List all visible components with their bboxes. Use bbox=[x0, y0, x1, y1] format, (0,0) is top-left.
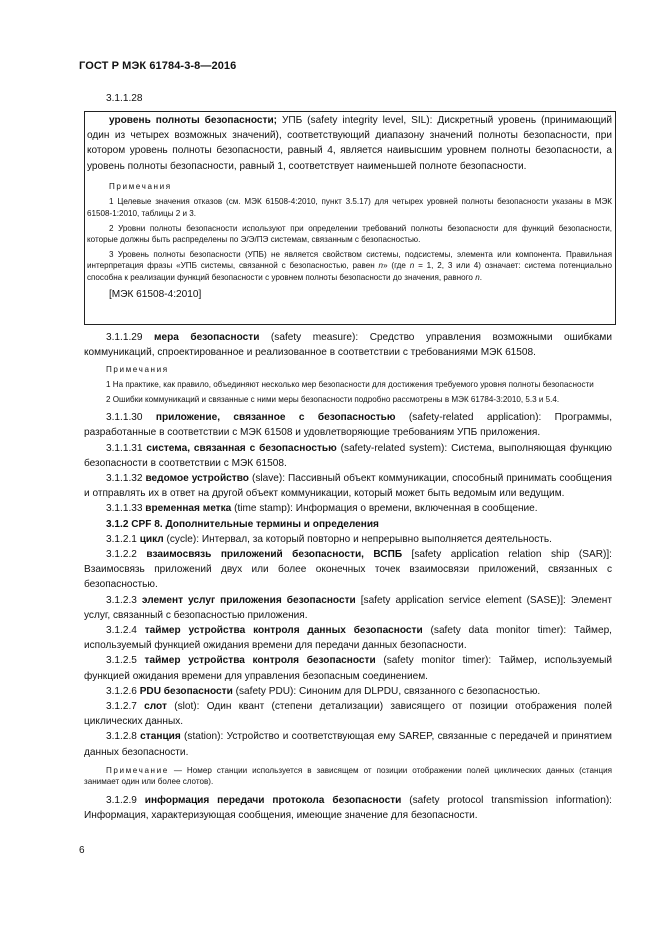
term-title: информация передачи протокола безопасности bbox=[144, 795, 402, 807]
term-3-1-2-3: 3.1.2.3 элемент услуг приложения безопасности [safety application service element (SASE)]: Элемент услуг, связанный с безопасностью приложения. bbox=[84, 594, 612, 621]
term-number: 3.1.1.28 bbox=[106, 93, 143, 104]
term-3-1-2-7: 3.1.2.7 слот (slot): Один квант (степени детализации) зависящего от позиции отображения полей циклических данных. bbox=[84, 701, 612, 728]
term-title: уровень полноты безопасности; bbox=[109, 115, 278, 126]
term-3-1-1-32: 3.1.1.32 ведомое устройство (slave): Пассивный объект коммуникации, способный принимать сообщения и отправлять их в ответ на другой объект коммуникации, который может быть ведомым или ведущим. bbox=[84, 473, 612, 500]
term-title: таймер устройства контроля данных безопасности bbox=[144, 625, 423, 637]
terms-list bbox=[84, 330, 612, 823]
term-title: PDU безопасности bbox=[139, 685, 233, 697]
note-2: 2 Ошибки коммуникаций и связанные с ними меры безопасности подробно рассмотрены в МЭК 61784-3:2010, 5.3 и 5.4. bbox=[106, 394, 560, 404]
section-heading-3-1-2: 3.1.2 CPF 8. Дополнительные термины и определения bbox=[106, 518, 379, 530]
term-title: цикл bbox=[139, 533, 164, 545]
term-title: слот bbox=[144, 701, 167, 713]
term-3-1-1-29: 3.1.1.29 мера безопасности (safety measure): Средство управления возможными ошибками коммуникаций, спроектированное и реализованное в соответствии с требованиями МЭК 61508. bbox=[84, 332, 612, 359]
term-3-1-1-33: 3.1.1.33 временная метка (time stamp): Информация о времени, включенная в сообщение. bbox=[106, 503, 538, 515]
source-reference: [МЭК 61508-4:2010] bbox=[109, 288, 202, 300]
page-number: 6 bbox=[79, 845, 85, 856]
term-3-1-2-8: 3.1.2.8 станция (station): Устройство и соответствующая ему SAREP, связанные с передачей и принятием данных безопасности. bbox=[84, 731, 612, 758]
term-title: система, связанная с безопасностью bbox=[146, 442, 337, 454]
term-title: станция bbox=[140, 731, 181, 743]
term-definition bbox=[87, 113, 612, 174]
note-1: 1 На практике, как правило, объединяют несколько мер безопасности для достижения требуемого уровня полноты безопасности bbox=[106, 380, 594, 389]
notes-title: Примечания bbox=[106, 365, 169, 375]
note-station: Примечание — Номер станции используется в зависящем от позиции отображении полей циклических данных (станция занимает один или более слотов). bbox=[84, 765, 612, 787]
term-3-1-1-28-number-block bbox=[84, 91, 612, 106]
notes-title: Примечания bbox=[109, 181, 172, 191]
term-3-1-1-28 bbox=[87, 113, 612, 302]
definition-text: УПБ (safety integrity level, SIL): Дискретный уровень (принимающий один из четырех возможных значений), соответствующий диапазону значений полноты безопасности, при котором уровень полноты безопасности, равный 4, является наивысшим уровнем полноты безопасности, а уровень полноты безопасности, равный 1, соответствует наименьшей полноте безопасности. bbox=[87, 115, 613, 172]
term-3-1-2-4: 3.1.2.4 таймер устройства контроля данных безопасности (safety data monitor timer): Таймер, используемый функцией ожидания времени для передачи данных безопасности. bbox=[84, 625, 612, 652]
term-title: ведомое устройство bbox=[145, 473, 249, 484]
term-3-1-1-30: 3.1.1.30 приложение, связанное с безопасностью (safety-related application): Программы, разработанные в соответствии с МЭК 61508 и удовлетворяющие требованиям УПБ приложения. bbox=[84, 412, 612, 439]
term-title: взаимосвязь приложений безопасности, ВСПБ bbox=[146, 549, 403, 561]
note-1: 1 Целевые значения отказов (см. МЭК 61508-4:2010, пункт 3.5.17) для четырех уровней полноты безопасности указаны в МЭК 61508-1:2010, таблицы 2 и 3. bbox=[87, 197, 612, 218]
term-3-1-2-1: 3.1.2.1 цикл (cycle): Интервал, за который повторно и непрерывно выполняется деятельность. bbox=[106, 533, 552, 545]
term-3-1-2-2: 3.1.2.2 взаимосвязь приложений безопасности, ВСПБ [safety application relation ship (SAR)]: Взаимосвязь приложений двух или более оконечных точек взаимосвязи приложений, связанных с безопасностью. bbox=[84, 549, 612, 591]
note-2: 2 Уровни полноты безопасности используют при определении требований полноты безопасности для функций безопасности, которые должны быть распределены по Э/Э/ПЭ системам, связанным с безопасностью. bbox=[87, 223, 612, 245]
term-title: приложение, связанное с безопасностью bbox=[155, 412, 396, 424]
term-3-1-2-6: 3.1.2.6 PDU безопасности (safety PDU): Синоним для DLPDU, связанного с безопасностью. bbox=[106, 685, 541, 697]
term-3-1-2-5: 3.1.2.5 таймер устройства контроля безопасности (safety monitor timer): Таймер, используемый функцией ожидания времени для управления безопасным соединением. bbox=[84, 655, 612, 682]
term-title: элемент услуг приложения безопасности bbox=[141, 594, 356, 606]
term-3-1-1-31: 3.1.1.31 система, связанная с безопасностью (safety-related system): Система, выполняющая функцию безопасности в соответствии с МЭК 61508. bbox=[84, 442, 612, 469]
term-3-1-2-9: 3.1.2.9 информация передачи протокола безопасности (safety protocol transmission information): Информация, характеризующая сообщения, имеющие значение для безопасности. bbox=[84, 795, 612, 822]
note-3: 3 Уровень полноты безопасности (УПБ) не является свойством системы, подсистемы, элемента или компонента. Правильная интерпретация фразы «УПБ системы, связанной с безопасностью, равен n» (где n = 1, 2, 3 или 4) означает: система потенциально способна к реализации функций безопасности с уровнем полноты безопасности до значения, равного n. bbox=[87, 249, 612, 282]
term-title: мера безопасности bbox=[154, 332, 260, 343]
document-header: ГОСТ Р МЭК 61784-3-8—2016 bbox=[79, 60, 237, 72]
term-title: таймер устройства контроля безопасности bbox=[144, 655, 376, 667]
term-title: временная метка bbox=[145, 503, 232, 515]
